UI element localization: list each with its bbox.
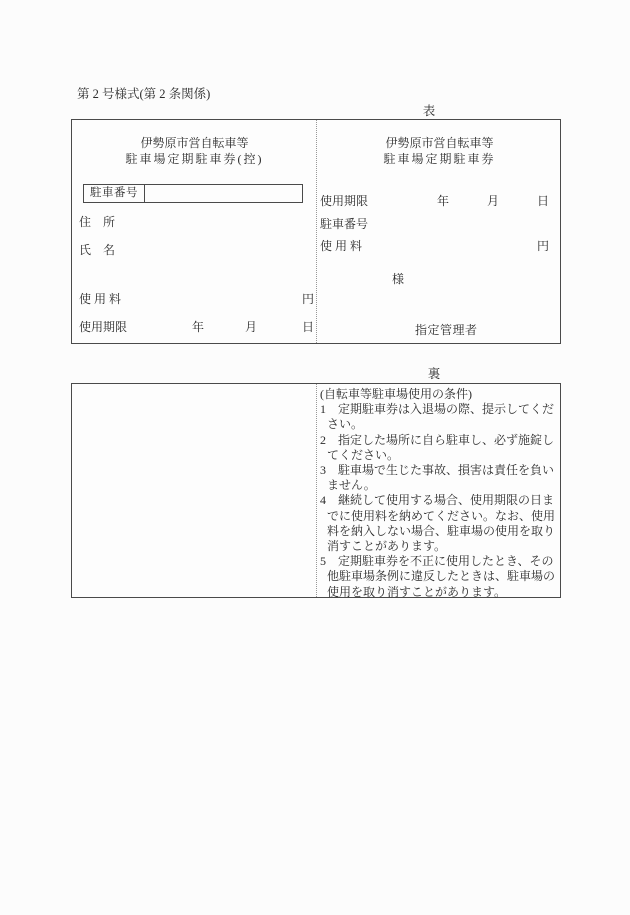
condition-item: 5 定期駐車券を不正に使用したとき、その他駐車場条例に違反したときは、駐車場の使用を取り消すことがあります。 — [320, 554, 556, 599]
ticket-honorific-label: 様 — [392, 272, 405, 286]
copy-ticket-title-line1: 伊勢原市営自転車等 — [140, 136, 249, 150]
front-perforation-divider — [316, 120, 317, 343]
copy-fee-unit: 円 — [302, 292, 315, 306]
ticket-issuer-label: 指定管理者 — [415, 323, 478, 337]
ticket-title-line1: 伊勢原市営自転車等 — [385, 136, 494, 150]
front-ticket-box — [71, 119, 561, 344]
form-number-heading: 第 2 号様式(第 2 条関係) — [77, 87, 211, 101]
copy-ticket-title — [72, 135, 317, 167]
back-ticket-box — [71, 383, 561, 598]
back-empty-panel — [72, 384, 317, 597]
ticket-expiry-label: 使用期限 — [320, 194, 369, 208]
ticket-parking-number-label: 駐車番号 — [320, 217, 369, 231]
copy-address-label: 住 所 — [79, 215, 116, 229]
ticket-expiry-year-label: 年 — [437, 194, 450, 208]
ticket-fee-unit: 円 — [537, 239, 550, 253]
copy-fee-label: 使 用 料 — [79, 292, 122, 306]
copy-name-label: 氏 名 — [79, 243, 116, 257]
conditions-title: (自転車等駐車場使用の条件) — [320, 387, 472, 401]
front-side-label: 表 — [422, 104, 436, 118]
ticket-title — [317, 135, 562, 167]
copy-expiry-day-label: 日 — [302, 320, 315, 334]
condition-item: 3 駐車場で生じた事故、損害は責任を負いません。 — [320, 463, 555, 493]
condition-item: 4 継続して使用する場合、使用期限の日までに使用料を納めてください。なお、使用料を納入しない場合、駐車場の使用を取り消すことがあります。 — [320, 493, 556, 554]
condition-item: 1 定期駐車券は入退場の際、提示してください。 — [320, 402, 555, 432]
copy-parking-number-value-cell — [145, 185, 302, 202]
conditions-panel — [317, 384, 562, 597]
back-perforation-divider — [316, 384, 317, 597]
condition-item: 2 指定した場所に自ら駐車し、必ず施錠してください。 — [320, 432, 555, 462]
copy-ticket-panel — [72, 120, 317, 343]
copy-expiry-year-label: 年 — [192, 320, 205, 334]
ticket-title-line2: 駐車場定期駐車券 — [383, 152, 496, 166]
copy-expiry-label: 使用期限 — [79, 320, 128, 334]
ticket-expiry-month-label: 月 — [487, 194, 500, 208]
back-side-label: 裏 — [427, 367, 441, 381]
ticket-expiry-day-label: 日 — [537, 194, 550, 208]
copy-parking-number-label: 駐車番号 — [84, 185, 145, 202]
ticket-fee-label: 使 用 料 — [320, 239, 363, 253]
copy-ticket-title-line2: 駐車場定期駐車券(控) — [125, 152, 264, 166]
copy-parking-number-box — [83, 184, 303, 203]
ticket-panel — [317, 120, 562, 343]
copy-expiry-month-label: 月 — [245, 320, 258, 334]
